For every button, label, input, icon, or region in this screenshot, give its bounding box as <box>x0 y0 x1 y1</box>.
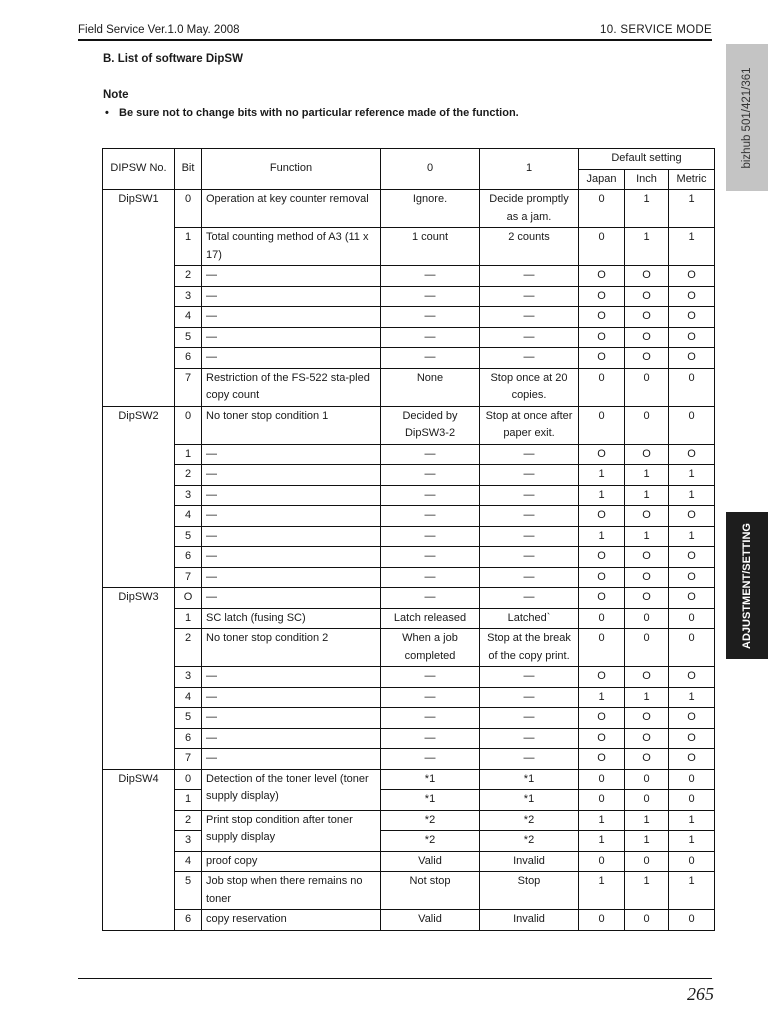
function-cell: — <box>202 465 381 486</box>
default-metric-cell: O <box>669 708 715 729</box>
default-metric-cell: O <box>669 547 715 568</box>
bit-cell: 3 <box>175 667 202 688</box>
default-metric-cell: O <box>669 567 715 588</box>
default-metric-cell: O <box>669 667 715 688</box>
value-1-cell: — <box>480 444 579 465</box>
default-japan-cell: O <box>579 708 625 729</box>
default-inch-cell: O <box>625 588 669 609</box>
value-0-cell: — <box>381 307 480 328</box>
value-0-cell: — <box>381 567 480 588</box>
default-inch-cell: O <box>625 286 669 307</box>
value-1-cell: Stop once at 20 copies. <box>480 368 579 406</box>
default-japan-cell: 0 <box>579 910 625 931</box>
value-1-cell: — <box>480 708 579 729</box>
default-metric-cell: O <box>669 266 715 287</box>
function-cell: — <box>202 588 381 609</box>
default-inch-cell: 0 <box>625 629 669 667</box>
function-cell: Detection of the toner level (toner supply display) <box>202 769 381 810</box>
default-japan-cell: O <box>579 327 625 348</box>
value-1-cell: Decide promptly as a jam. <box>480 190 579 228</box>
value-1-cell: — <box>480 749 579 770</box>
table-row <box>103 567 715 588</box>
table-row <box>103 831 715 852</box>
value-1-cell: — <box>480 465 579 486</box>
default-metric-cell: O <box>669 286 715 307</box>
table-row <box>103 190 715 228</box>
bit-cell: 2 <box>175 629 202 667</box>
function-cell: No toner stop condition 1 <box>202 406 381 444</box>
bit-cell: 2 <box>175 465 202 486</box>
default-japan-cell: O <box>579 506 625 527</box>
default-japan-cell: 0 <box>579 608 625 629</box>
value-0-cell: — <box>381 547 480 568</box>
default-inch-cell: O <box>625 749 669 770</box>
default-japan-cell: 1 <box>579 465 625 486</box>
table-row <box>103 667 715 688</box>
default-inch-cell: 1 <box>625 465 669 486</box>
header-left: Field Service Ver.1.0 May. 2008 <box>78 24 240 36</box>
default-metric-cell: O <box>669 749 715 770</box>
value-0-cell: Decided by DipSW3-2 <box>381 406 480 444</box>
note-label: Note <box>103 89 129 101</box>
value-0-cell: — <box>381 506 480 527</box>
model-side-tab <box>726 44 768 191</box>
default-japan-cell: O <box>579 567 625 588</box>
value-0-cell: *2 <box>381 831 480 852</box>
value-0-cell: — <box>381 526 480 547</box>
value-0-cell: — <box>381 286 480 307</box>
value-1-cell: — <box>480 307 579 328</box>
bit-cell: 3 <box>175 286 202 307</box>
value-0-cell: 1 count <box>381 228 480 266</box>
bit-cell: 7 <box>175 567 202 588</box>
default-japan-cell: O <box>579 749 625 770</box>
default-metric-cell: 0 <box>669 368 715 406</box>
default-japan-cell: 0 <box>579 228 625 266</box>
table-row <box>103 327 715 348</box>
table-row <box>103 608 715 629</box>
function-cell: SC latch (fusing SC) <box>202 608 381 629</box>
default-japan-cell: 0 <box>579 406 625 444</box>
table-row <box>103 728 715 749</box>
default-inch-cell: 1 <box>625 810 669 831</box>
function-cell: — <box>202 749 381 770</box>
dipsw-name-cell: DipSW3 <box>103 588 175 770</box>
table-row <box>103 588 715 609</box>
value-0-cell: When a job completed <box>381 629 480 667</box>
default-metric-cell: 0 <box>669 629 715 667</box>
default-japan-cell: O <box>579 348 625 369</box>
default-metric-cell: 1 <box>669 465 715 486</box>
default-inch-cell: O <box>625 708 669 729</box>
value-1-cell: — <box>480 327 579 348</box>
value-1-cell: 2 counts <box>480 228 579 266</box>
function-cell: Operation at key counter removal <box>202 190 381 228</box>
bit-cell: 7 <box>175 749 202 770</box>
header-dipsw-no: DIPSW No. <box>103 149 175 190</box>
bit-cell: 5 <box>175 327 202 348</box>
default-metric-cell: O <box>669 588 715 609</box>
table-row <box>103 810 715 831</box>
function-cell: — <box>202 526 381 547</box>
bit-cell: 5 <box>175 872 202 910</box>
default-metric-cell: 1 <box>669 810 715 831</box>
default-japan-cell: 1 <box>579 831 625 852</box>
default-metric-cell: 0 <box>669 406 715 444</box>
footer-rule <box>78 978 712 979</box>
value-0-cell: Ignore. <box>381 190 480 228</box>
default-inch-cell: O <box>625 567 669 588</box>
table-row <box>103 872 715 910</box>
default-japan-cell: 1 <box>579 526 625 547</box>
bit-cell: 5 <box>175 526 202 547</box>
default-inch-cell: 1 <box>625 831 669 852</box>
bit-cell: 6 <box>175 910 202 931</box>
default-metric-cell: 1 <box>669 228 715 266</box>
default-metric-cell: 0 <box>669 608 715 629</box>
value-1-cell: — <box>480 485 579 506</box>
default-japan-cell: O <box>579 547 625 568</box>
value-0-cell: None <box>381 368 480 406</box>
value-1-cell: *1 <box>480 769 579 790</box>
table-row <box>103 749 715 770</box>
section-side-tab-label: ADJUSTMENT/SETTING <box>741 522 753 649</box>
value-1-cell: — <box>480 348 579 369</box>
function-cell: — <box>202 286 381 307</box>
header-function: Function <box>202 149 381 190</box>
default-inch-cell: O <box>625 327 669 348</box>
default-japan-cell: 1 <box>579 687 625 708</box>
default-japan-cell: O <box>579 286 625 307</box>
default-inch-cell: 0 <box>625 910 669 931</box>
header-rule <box>78 39 712 41</box>
value-1-cell: — <box>480 567 579 588</box>
function-cell: copy reservation <box>202 910 381 931</box>
default-metric-cell: 0 <box>669 790 715 811</box>
default-inch-cell: 1 <box>625 687 669 708</box>
default-inch-cell: O <box>625 667 669 688</box>
bit-cell: 3 <box>175 831 202 852</box>
value-0-cell: Valid <box>381 851 480 872</box>
default-japan-cell: 0 <box>579 190 625 228</box>
function-cell: — <box>202 485 381 506</box>
header-metric: Metric <box>669 169 715 190</box>
default-metric-cell: 1 <box>669 485 715 506</box>
table-row <box>103 444 715 465</box>
bit-cell: 4 <box>175 687 202 708</box>
default-inch-cell: O <box>625 266 669 287</box>
bit-cell: 1 <box>175 228 202 266</box>
bit-cell: 1 <box>175 444 202 465</box>
dipsw-name-cell: DipSW4 <box>103 769 175 930</box>
default-inch-cell: O <box>625 444 669 465</box>
bit-cell: 4 <box>175 307 202 328</box>
default-inch-cell: 0 <box>625 790 669 811</box>
default-inch-cell: 0 <box>625 851 669 872</box>
value-0-cell: — <box>381 465 480 486</box>
function-cell: — <box>202 348 381 369</box>
default-inch-cell: O <box>625 307 669 328</box>
bit-cell: 1 <box>175 608 202 629</box>
default-metric-cell: O <box>669 728 715 749</box>
default-inch-cell: O <box>625 728 669 749</box>
dipsw-name-cell: DipSW1 <box>103 190 175 407</box>
value-1-cell: Stop <box>480 872 579 910</box>
function-cell: — <box>202 506 381 527</box>
value-1-cell: — <box>480 728 579 749</box>
value-1-cell: *1 <box>480 790 579 811</box>
bit-cell: 5 <box>175 708 202 729</box>
note-text <box>103 107 519 119</box>
value-1-cell: — <box>480 547 579 568</box>
default-inch-cell: 0 <box>625 368 669 406</box>
table-row <box>103 769 715 790</box>
value-0-cell: *1 <box>381 769 480 790</box>
bit-cell: 4 <box>175 506 202 527</box>
table-row <box>103 629 715 667</box>
function-cell: — <box>202 307 381 328</box>
function-cell: — <box>202 728 381 749</box>
note-body: Be sure not to change bits with no particular reference made of the function. <box>119 107 519 119</box>
default-metric-cell: 0 <box>669 769 715 790</box>
function-cell: — <box>202 667 381 688</box>
table-row <box>103 851 715 872</box>
function-cell: — <box>202 687 381 708</box>
table-row <box>103 547 715 568</box>
table-row <box>103 485 715 506</box>
value-0-cell: — <box>381 444 480 465</box>
header-value-0: 0 <box>381 149 480 190</box>
default-japan-cell: O <box>579 444 625 465</box>
table-row <box>103 910 715 931</box>
function-cell: No toner stop condition 2 <box>202 629 381 667</box>
header-bit: Bit <box>175 149 202 190</box>
bit-cell: 0 <box>175 769 202 790</box>
bit-cell: 3 <box>175 485 202 506</box>
page-number: 265 <box>687 984 714 1004</box>
default-metric-cell: 0 <box>669 910 715 931</box>
table-row <box>103 348 715 369</box>
default-metric-cell: 0 <box>669 851 715 872</box>
value-0-cell: *2 <box>381 810 480 831</box>
table-row <box>103 708 715 729</box>
value-1-cell: — <box>480 687 579 708</box>
default-metric-cell: O <box>669 327 715 348</box>
default-inch-cell: O <box>625 547 669 568</box>
default-inch-cell: 0 <box>625 769 669 790</box>
value-1-cell: — <box>480 266 579 287</box>
default-japan-cell: O <box>579 266 625 287</box>
value-1-cell: — <box>480 286 579 307</box>
default-metric-cell: 1 <box>669 526 715 547</box>
default-japan-cell: 1 <box>579 485 625 506</box>
value-0-cell: — <box>381 266 480 287</box>
function-cell: — <box>202 327 381 348</box>
default-metric-cell: O <box>669 348 715 369</box>
table-row <box>103 307 715 328</box>
dipsw-table <box>102 148 715 931</box>
default-japan-cell: O <box>579 728 625 749</box>
default-inch-cell: O <box>625 506 669 527</box>
header-inch: Inch <box>625 169 669 190</box>
section-title: B. List of software DipSW <box>103 53 243 65</box>
table-row <box>103 526 715 547</box>
function-cell: — <box>202 444 381 465</box>
table-row <box>103 790 715 811</box>
default-inch-cell: 1 <box>625 526 669 547</box>
value-0-cell: Latch released <box>381 608 480 629</box>
bit-cell: 0 <box>175 190 202 228</box>
default-inch-cell: 0 <box>625 406 669 444</box>
function-cell: — <box>202 708 381 729</box>
default-inch-cell: 0 <box>625 608 669 629</box>
value-1-cell: — <box>480 506 579 527</box>
default-metric-cell: 1 <box>669 687 715 708</box>
bit-cell: 6 <box>175 348 202 369</box>
value-0-cell: — <box>381 588 480 609</box>
default-japan-cell: 0 <box>579 368 625 406</box>
default-inch-cell: 1 <box>625 872 669 910</box>
header-value-1: 1 <box>480 149 579 190</box>
default-inch-cell: O <box>625 348 669 369</box>
function-cell: Restriction of the FS-522 sta-pled copy count <box>202 368 381 406</box>
value-0-cell: — <box>381 327 480 348</box>
value-1-cell: Stop at the break of the copy print. <box>480 629 579 667</box>
value-1-cell: Stop at once after paper exit. <box>480 406 579 444</box>
bit-cell: 0 <box>175 406 202 444</box>
default-japan-cell: 1 <box>579 872 625 910</box>
value-0-cell: — <box>381 687 480 708</box>
function-cell: Job stop when there remains no toner <box>202 872 381 910</box>
bit-cell: 6 <box>175 547 202 568</box>
value-0-cell: Not stop <box>381 872 480 910</box>
bit-cell: 1 <box>175 790 202 811</box>
default-metric-cell: 1 <box>669 190 715 228</box>
value-1-cell: Invalid <box>480 910 579 931</box>
table-row <box>103 406 715 444</box>
value-1-cell: — <box>480 526 579 547</box>
default-japan-cell: O <box>579 667 625 688</box>
bit-cell: 2 <box>175 266 202 287</box>
value-0-cell: — <box>381 708 480 729</box>
table-row <box>103 687 715 708</box>
value-0-cell: — <box>381 667 480 688</box>
value-1-cell: Latched` <box>480 608 579 629</box>
value-1-cell: Invalid <box>480 851 579 872</box>
table-row <box>103 506 715 527</box>
function-cell: proof copy <box>202 851 381 872</box>
default-metric-cell: O <box>669 444 715 465</box>
table-row <box>103 228 715 266</box>
header-japan: Japan <box>579 169 625 190</box>
value-0-cell: — <box>381 348 480 369</box>
value-1-cell: *2 <box>480 810 579 831</box>
default-japan-cell: 0 <box>579 851 625 872</box>
value-0-cell: — <box>381 485 480 506</box>
default-japan-cell: 1 <box>579 810 625 831</box>
default-metric-cell: 1 <box>669 831 715 852</box>
bit-cell: O <box>175 588 202 609</box>
header-right: 10. SERVICE MODE <box>600 24 712 36</box>
section-side-tab <box>726 512 768 659</box>
bit-cell: 7 <box>175 368 202 406</box>
default-japan-cell: 0 <box>579 769 625 790</box>
table-row <box>103 368 715 406</box>
default-inch-cell: 1 <box>625 228 669 266</box>
table-row <box>103 286 715 307</box>
default-inch-cell: 1 <box>625 190 669 228</box>
value-0-cell: *1 <box>381 790 480 811</box>
value-0-cell: Valid <box>381 910 480 931</box>
value-0-cell: — <box>381 749 480 770</box>
header-default-setting: Default setting <box>579 149 715 170</box>
value-1-cell: — <box>480 588 579 609</box>
default-metric-cell: 1 <box>669 872 715 910</box>
default-japan-cell: O <box>579 307 625 328</box>
table-row <box>103 266 715 287</box>
value-1-cell: — <box>480 667 579 688</box>
dipsw-name-cell: DipSW2 <box>103 406 175 588</box>
value-1-cell: *2 <box>480 831 579 852</box>
default-metric-cell: O <box>669 506 715 527</box>
default-inch-cell: 1 <box>625 485 669 506</box>
dipsw-table-body <box>103 190 715 931</box>
bullet-icon: • <box>105 107 109 119</box>
value-0-cell: — <box>381 728 480 749</box>
table-row <box>103 465 715 486</box>
default-japan-cell: 0 <box>579 629 625 667</box>
function-cell: — <box>202 266 381 287</box>
bit-cell: 4 <box>175 851 202 872</box>
default-japan-cell: O <box>579 588 625 609</box>
function-cell: — <box>202 567 381 588</box>
function-cell: Total counting method of A3 (11 x 17) <box>202 228 381 266</box>
bit-cell: 2 <box>175 810 202 831</box>
bit-cell: 6 <box>175 728 202 749</box>
function-cell: Print stop condition after toner supply display <box>202 810 381 851</box>
default-metric-cell: O <box>669 307 715 328</box>
default-japan-cell: 0 <box>579 790 625 811</box>
function-cell: — <box>202 547 381 568</box>
model-side-tab-label: bizhub 501/421/361 <box>741 66 753 169</box>
